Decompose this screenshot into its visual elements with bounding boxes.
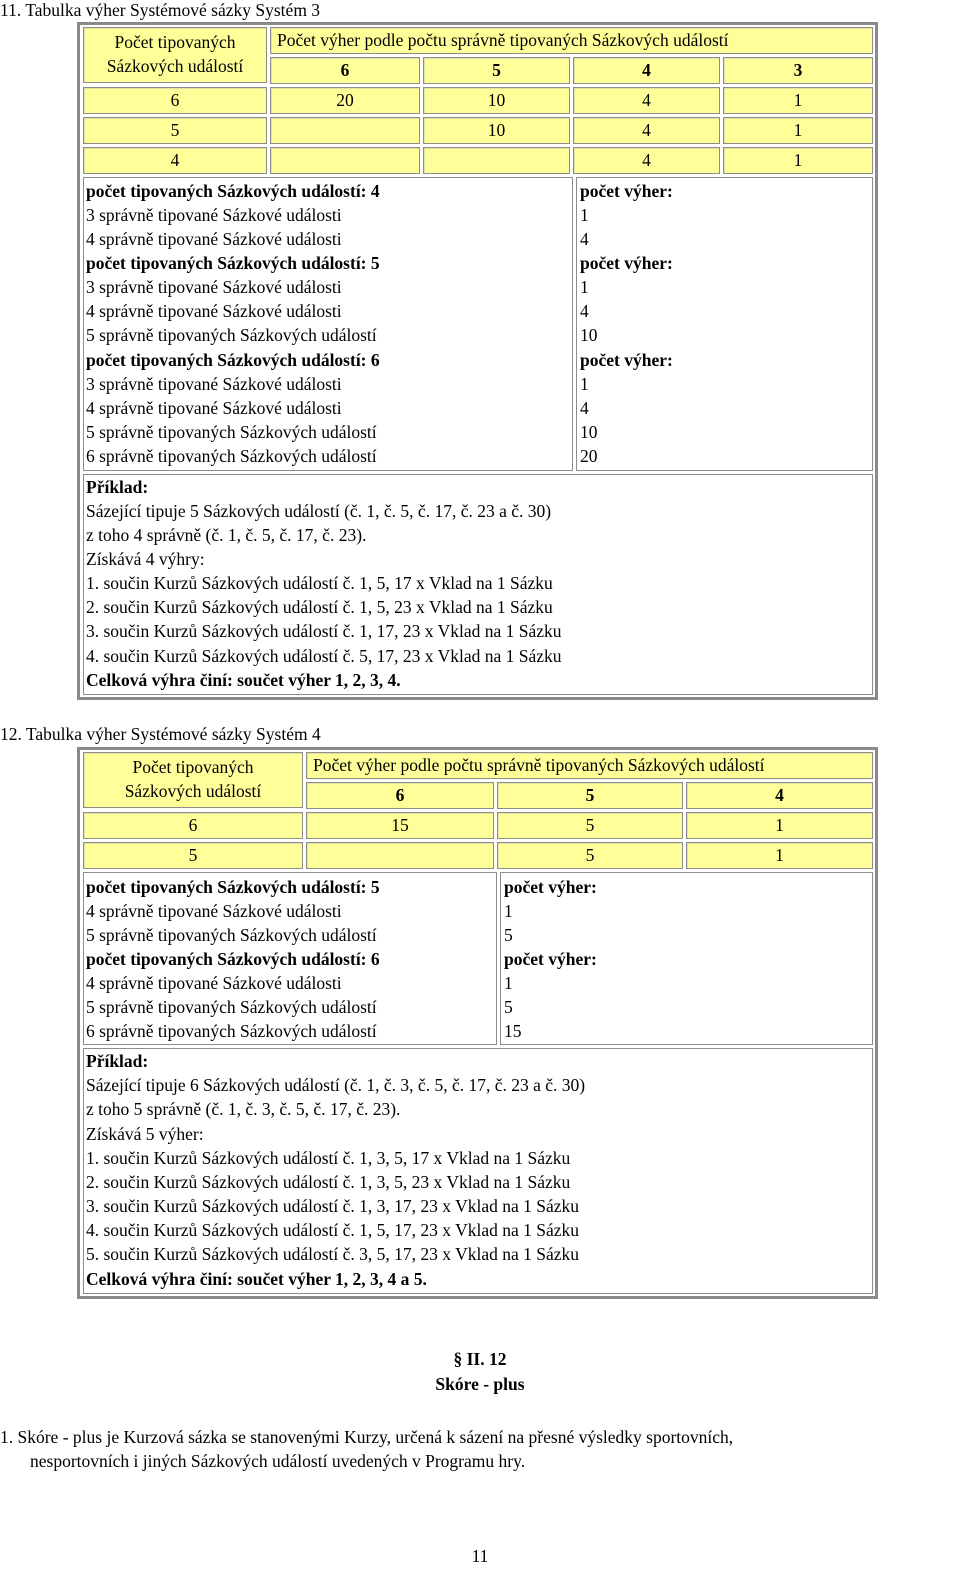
detail-line: 3 správně tipované Sázkové události	[86, 277, 342, 297]
detail-line: 4 správně tipované Sázkové události	[86, 301, 342, 321]
section-sign: §	[453, 1349, 467, 1369]
table-cell: 4	[83, 147, 267, 174]
col-header: 3	[723, 57, 873, 84]
paragraph-line-2: nesportovních i jiných Sázkových událostí uvedených v Programu hry.	[30, 1451, 526, 1471]
wins-count-value: 4	[580, 301, 589, 321]
wins-count-value: 1	[580, 205, 589, 225]
header-bet-count-line2: Sázkových událostí	[106, 56, 244, 76]
detail-line: 4 správně tipované Sázkové události	[86, 229, 342, 249]
detail-line: 4 správně tipované Sázkové události	[86, 901, 342, 921]
header-wins-by-correct: Počet výher podle počtu správně tipovaných Sázkových událostí	[270, 27, 873, 54]
chapter-number	[0, 1351, 960, 1369]
example-line: 4. součin Kurzů Sázkových událostí č. 1, 5, 17, 23 x Vklad na 1 Sázku	[86, 1220, 579, 1240]
table-cell	[306, 842, 494, 869]
example-total: Celková výhra činí: součet výher 1, 2, 3, 4.	[86, 670, 401, 690]
table-cell: 5	[83, 117, 267, 144]
table-cell: 1	[686, 812, 873, 839]
detail-line: 5 správně tipovaných Sázkových událostí	[86, 925, 377, 945]
col-header: 4	[573, 57, 720, 84]
wins-count-value: 5	[504, 925, 513, 945]
wins-count-value: 1	[504, 901, 513, 921]
example-line: Získává 4 výhry:	[86, 549, 205, 569]
table-cell: 4	[573, 147, 720, 174]
header-bet-count	[83, 27, 267, 83]
section-11-heading: 11. Tabulka výher Systémové sázky Systém 3	[0, 0, 321, 20]
detail-line: 6 správně tipovaných Sázkových událostí	[86, 446, 377, 466]
example-line: Sázející tipuje 5 Sázkových událostí (č. 1, č. 5, č. 17, č. 23 a č. 30)	[86, 501, 552, 521]
table-cell: 15	[306, 812, 494, 839]
wins-count-title: počet výher:	[504, 949, 597, 969]
table-cell: 6	[83, 87, 267, 114]
detail-group-title: počet tipovaných Sázkových událostí: 4	[86, 181, 380, 201]
example-title: Příklad:	[86, 477, 149, 497]
paragraph-line-1	[0, 1429, 950, 1447]
example-line: 1. součin Kurzů Sázkových událostí č. 1, 3, 5, 17 x Vklad na 1 Sázku	[86, 1148, 571, 1168]
table-cell: 5	[83, 842, 303, 869]
table-cell: 4	[573, 117, 720, 144]
detail-group-title: počet tipovaných Sázkových událostí: 6	[86, 350, 380, 370]
example-line: 2. součin Kurzů Sázkových událostí č. 1, 5, 23 x Vklad na 1 Sázku	[86, 597, 553, 617]
example-line: z toho 5 správně (č. 1, č. 3, č. 5, č. 17, č. 23).	[86, 1099, 401, 1119]
detail-group-title: počet tipovaných Sázkových událostí: 6	[86, 949, 380, 969]
chapter-number-text: II. 12	[466, 1349, 507, 1369]
table-cell: 5	[497, 842, 683, 869]
example-line: Získává 5 výher:	[86, 1124, 204, 1144]
detail-line: 3 správně tipované Sázkové události	[86, 205, 342, 225]
table-cell: 1	[723, 117, 873, 144]
wins-count-title: počet výher:	[504, 877, 597, 897]
detail-group-title: počet tipovaných Sázkových událostí: 5	[86, 253, 380, 273]
detail-line: 4 správně tipované Sázkové události	[86, 973, 342, 993]
detail-line: 3 správně tipované Sázkové události	[86, 374, 342, 394]
wins-count-value: 10	[580, 325, 598, 345]
wins-count-title: počet výher:	[580, 350, 673, 370]
table-cell: 1	[723, 147, 873, 174]
table-cell: 1	[723, 87, 873, 114]
chapter-title: Skóre - plus	[435, 1374, 525, 1394]
wins-count-value: 1	[580, 374, 589, 394]
detail-line: 5 správně tipovaných Sázkových událostí	[86, 422, 377, 442]
table-cell: 6	[83, 812, 303, 839]
wins-count-value: 1	[580, 277, 589, 297]
detail-group-title: počet tipovaných Sázkových událostí: 5	[86, 877, 380, 897]
example-title: Příklad:	[86, 1051, 149, 1071]
wins-count-title: počet výher:	[580, 253, 673, 273]
example-line: 3. součin Kurzů Sázkových událostí č. 1, 17, 23 x Vklad na 1 Sázku	[86, 621, 562, 641]
wins-count-value: 20	[580, 446, 598, 466]
example-line: 1. součin Kurzů Sázkových událostí č. 1, 5, 17 x Vklad na 1 Sázku	[86, 573, 553, 593]
detail-line: 5 správně tipovaných Sázkových událostí	[86, 325, 377, 345]
col-header: 6	[270, 57, 420, 84]
example-line: Sázející tipuje 6 Sázkových událostí (č. 1, č. 3, č. 5, č. 17, č. 23 a č. 30)	[86, 1075, 586, 1095]
header-bet-count	[83, 752, 303, 808]
col-header: 6	[306, 782, 494, 809]
detail-right-box	[576, 177, 873, 471]
col-header: 5	[423, 57, 570, 84]
header-bet-count-line1: Počet tipovaných	[132, 757, 254, 778]
table-cell	[270, 147, 420, 174]
example-line: 5. součin Kurzů Sázkových událostí č. 3, 5, 17, 23 x Vklad na 1 Sázku	[86, 1244, 579, 1264]
table-cell: 1	[686, 842, 873, 869]
table-cell	[270, 117, 420, 144]
paragraph-text-1: 1. Skóre - plus je Kurzová sázka se stanovenými Kurzy, určená k sázení na přesné výsledky sportovních,	[0, 1427, 734, 1447]
example-line: z toho 4 správně (č. 1, č. 5, č. 17, č. 23).	[86, 525, 367, 545]
col-header: 5	[497, 782, 683, 809]
table-cell: 10	[423, 117, 570, 144]
table-cell: 5	[497, 812, 683, 839]
detail-line: 4 správně tipované Sázkové události	[86, 398, 342, 418]
header-bet-count-line2: Sázkových událostí	[124, 781, 262, 801]
table-cell	[423, 147, 570, 174]
table-cell: 4	[573, 87, 720, 114]
page-number: 11	[471, 1546, 489, 1566]
example-line: 4. součin Kurzů Sázkových událostí č. 5, 17, 23 x Vklad na 1 Sázku	[86, 646, 562, 666]
section-12-heading: 12. Tabulka výher Systémové sázky Systém 4	[0, 724, 321, 744]
example-total: Celková výhra činí: součet výher 1, 2, 3, 4 a 5.	[86, 1269, 427, 1289]
example-line: 2. součin Kurzů Sázkových událostí č. 1, 3, 5, 23 x Vklad na 1 Sázku	[86, 1172, 571, 1192]
example-line: 3. součin Kurzů Sázkových událostí č. 1, 3, 17, 23 x Vklad na 1 Sázku	[86, 1196, 579, 1216]
wins-count-title: počet výher:	[580, 181, 673, 201]
header-bet-count-line1: Počet tipovaných	[114, 32, 236, 53]
wins-count-value: 4	[580, 229, 589, 249]
wins-count-value: 4	[580, 398, 589, 418]
wins-count-value: 1	[504, 973, 513, 993]
col-header: 4	[686, 782, 873, 809]
wins-count-value: 5	[504, 997, 513, 1017]
wins-count-value: 15	[504, 1021, 522, 1041]
header-wins-by-correct: Počet výher podle počtu správně tipovaných Sázkových událostí	[306, 752, 873, 779]
table-cell: 20	[270, 87, 420, 114]
wins-count-value: 10	[580, 422, 598, 442]
table-cell: 10	[423, 87, 570, 114]
detail-line: 5 správně tipovaných Sázkových událostí	[86, 997, 377, 1017]
detail-line: 6 správně tipovaných Sázkových událostí	[86, 1021, 377, 1041]
